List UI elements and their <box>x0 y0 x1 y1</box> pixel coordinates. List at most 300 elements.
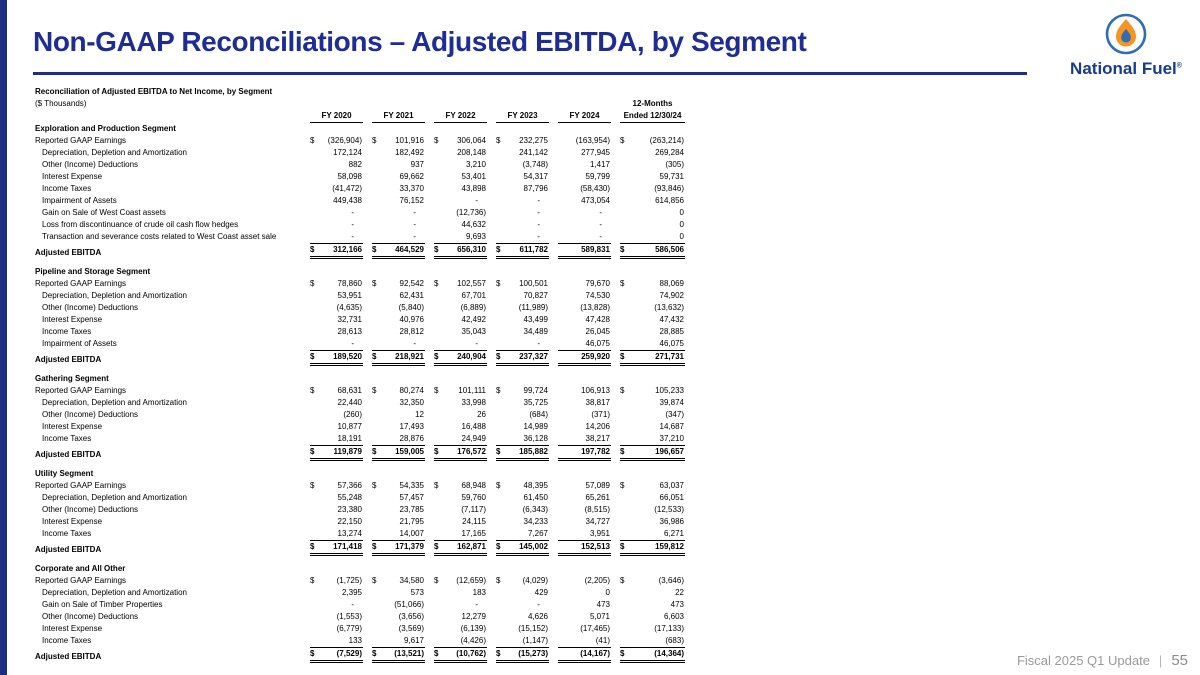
cell-value: 65,261 <box>585 493 610 502</box>
cell <box>434 445 487 461</box>
cell-value: 44,632 <box>461 220 486 229</box>
table-row <box>35 219 685 231</box>
cell <box>496 635 549 647</box>
value-cell <box>425 243 487 259</box>
cell <box>434 587 487 599</box>
row-label: Depreciation, Depletion and Amortization <box>42 493 187 502</box>
value-cell <box>301 516 363 528</box>
cell <box>558 647 611 663</box>
cell-value: 937 <box>410 160 424 169</box>
value-cell <box>363 302 425 314</box>
value-cell <box>301 397 363 409</box>
table-row <box>35 635 685 647</box>
table-row <box>35 171 685 183</box>
value-cell <box>487 350 549 366</box>
value-cell <box>363 480 425 492</box>
cell-value: 271,731 <box>655 352 684 361</box>
table-row <box>35 599 685 611</box>
cell-value: 611,782 <box>519 245 548 254</box>
table-row <box>35 480 685 492</box>
value-cell <box>611 302 685 314</box>
cell <box>558 421 611 433</box>
cell <box>620 433 685 445</box>
value-cell <box>549 135 611 147</box>
value-cell <box>425 492 487 504</box>
cell-value: 57,089 <box>585 481 610 490</box>
cell-value: 100,501 <box>519 279 548 288</box>
cell <box>434 611 487 623</box>
cell <box>310 409 363 421</box>
cell-value: 62,431 <box>399 291 424 300</box>
dollar-sign: $ <box>372 136 377 145</box>
cell-value: (2,205) <box>584 576 610 585</box>
row-label: Interest Expense <box>42 315 103 324</box>
cell-value: (3,748) <box>522 160 548 169</box>
cell <box>496 421 549 433</box>
section-title: Gathering Segment <box>35 374 109 383</box>
cell-value: 99,724 <box>523 386 548 395</box>
value-cell <box>363 433 425 445</box>
cell <box>310 397 363 409</box>
col-header-fy2020: FY 2020 <box>310 110 363 123</box>
cell <box>496 445 549 461</box>
value-cell <box>363 231 425 243</box>
table-row <box>35 516 685 528</box>
value-cell <box>301 207 363 219</box>
spacer-cell <box>35 556 685 563</box>
value-cell <box>549 326 611 338</box>
value-cell <box>425 635 487 647</box>
cell <box>372 540 425 556</box>
table-row <box>35 433 685 445</box>
value-cell <box>549 207 611 219</box>
cell <box>496 587 549 599</box>
cell <box>496 516 549 528</box>
row-label: Adjusted EBITDA <box>35 652 102 661</box>
value-cell <box>363 243 425 259</box>
cell-value: 119,879 <box>333 447 362 456</box>
value-cell <box>425 528 487 540</box>
cell <box>620 492 685 504</box>
cell <box>620 195 685 207</box>
value-cell <box>425 231 487 243</box>
row-label: Income Taxes <box>42 434 92 443</box>
value-cell <box>611 207 685 219</box>
table-row <box>35 623 685 635</box>
cell <box>310 338 363 350</box>
cell-value: 3,210 <box>465 160 486 169</box>
row-label: Income Taxes <box>42 327 92 336</box>
col-header-fy2022: FY 2022 <box>434 110 487 123</box>
cell <box>620 326 685 338</box>
dollar-sign: $ <box>620 352 625 361</box>
value-cell <box>611 385 685 397</box>
value-cell <box>549 611 611 623</box>
section-spacer <box>35 259 685 266</box>
cell <box>496 183 549 195</box>
cell <box>372 290 425 302</box>
row-label: Other (Income) Deductions <box>42 410 139 419</box>
row-label: Interest Expense <box>42 422 103 431</box>
cell-value: (1,725) <box>336 576 362 585</box>
cell <box>620 171 685 183</box>
value-cell <box>425 516 487 528</box>
cell-value: 172,124 <box>333 148 362 157</box>
value-cell <box>611 397 685 409</box>
cell-value: 3,951 <box>589 529 610 538</box>
cell <box>372 635 425 647</box>
dollar-sign: $ <box>620 649 625 658</box>
value-cell <box>487 195 549 207</box>
cell <box>310 243 363 259</box>
value-cell <box>363 492 425 504</box>
value-cell <box>301 587 363 599</box>
dollar-sign: $ <box>620 136 625 145</box>
cell <box>496 219 549 231</box>
value-cell <box>425 385 487 397</box>
value-cell <box>611 243 685 259</box>
left-edge-stripe <box>0 0 7 675</box>
table-row <box>35 421 685 433</box>
cell <box>434 647 487 663</box>
value-cell <box>611 278 685 290</box>
value-cell <box>425 290 487 302</box>
cell <box>558 599 611 611</box>
cell-value: 208,148 <box>457 148 486 157</box>
row-label: Reported GAAP Earnings <box>35 386 127 395</box>
cell-value: 17,165 <box>461 529 486 538</box>
cell-value: 46,075 <box>659 339 684 348</box>
cell <box>496 338 549 350</box>
cell <box>434 159 487 171</box>
row-label: Other (Income) Deductions <box>42 505 139 514</box>
cell <box>620 350 685 366</box>
cell <box>372 231 425 243</box>
cell-value: 0 <box>679 208 684 217</box>
value-cell <box>611 635 685 647</box>
dollar-sign: $ <box>434 649 439 658</box>
cell <box>434 528 487 540</box>
cell <box>434 350 487 366</box>
value-cell <box>301 147 363 159</box>
cell <box>310 540 363 556</box>
cell <box>310 623 363 635</box>
cell <box>434 599 487 611</box>
dollar-sign: $ <box>434 279 439 288</box>
cell <box>496 147 549 159</box>
cell <box>310 171 363 183</box>
cell-value: 12,279 <box>461 612 486 621</box>
value-cell <box>549 147 611 159</box>
total-row <box>35 350 685 366</box>
cell <box>496 540 549 556</box>
cell-value: 306,064 <box>457 136 486 145</box>
value-cell <box>301 302 363 314</box>
table-row <box>35 409 685 421</box>
cell <box>620 135 685 147</box>
value-cell <box>549 278 611 290</box>
cell-value: - <box>599 208 602 217</box>
value-cell <box>549 575 611 587</box>
value-cell <box>549 409 611 421</box>
cell <box>620 445 685 461</box>
cell <box>558 326 611 338</box>
flame-drop-icon <box>1104 12 1148 56</box>
cell <box>496 302 549 314</box>
value-cell <box>549 159 611 171</box>
value-cell <box>363 623 425 635</box>
dollar-sign: $ <box>496 136 501 145</box>
cell <box>558 183 611 195</box>
dollar-sign: $ <box>434 386 439 395</box>
value-cell <box>549 480 611 492</box>
row-label: Reported GAAP Earnings <box>35 576 127 585</box>
value-cell <box>549 599 611 611</box>
cell <box>310 195 363 207</box>
cell <box>620 575 685 587</box>
value-cell <box>549 504 611 516</box>
value-cell <box>363 219 425 231</box>
table-title: Reconciliation of Adjusted EBITDA to Net Income, by Segment <box>35 87 273 96</box>
cell-value: (3,656) <box>398 612 424 621</box>
cell-value: 312,166 <box>333 245 362 254</box>
cell <box>310 575 363 587</box>
value-cell <box>549 623 611 635</box>
cell-value: (13,828) <box>580 303 610 312</box>
value-cell <box>611 135 685 147</box>
table-row <box>35 314 685 326</box>
value-cell <box>425 207 487 219</box>
cell <box>558 397 611 409</box>
cell-value: - <box>351 208 354 217</box>
cell <box>620 278 685 290</box>
cell-value: (41) <box>595 636 610 645</box>
value-cell <box>363 516 425 528</box>
dollar-sign: $ <box>372 352 377 361</box>
value-cell <box>611 219 685 231</box>
cell-value: 38,217 <box>585 434 610 443</box>
value-cell <box>301 135 363 147</box>
cell-value: (12,659) <box>456 576 486 585</box>
dollar-sign: $ <box>372 447 377 456</box>
cell-value: (10,762) <box>456 649 486 658</box>
value-cell <box>301 171 363 183</box>
col-header-12months: Ended 12/30/24 <box>620 110 685 123</box>
dollar-sign: $ <box>496 245 501 254</box>
spacer-cell <box>35 461 685 468</box>
value-cell <box>611 350 685 366</box>
table-row <box>35 231 685 243</box>
dollar-sign: $ <box>310 576 315 585</box>
cell-value: 152,513 <box>581 542 610 551</box>
cell-value: - <box>413 220 416 229</box>
dollar-sign: $ <box>310 279 315 288</box>
cell <box>372 302 425 314</box>
cell-value: 259,920 <box>581 352 610 361</box>
value-cell <box>425 397 487 409</box>
cell-value: 23,785 <box>399 505 424 514</box>
row-label: Gain on Sale of Timber Properties <box>42 600 163 609</box>
section-spacer <box>35 556 685 563</box>
value-cell <box>301 504 363 516</box>
cell <box>434 195 487 207</box>
cell-value: 0 <box>605 588 610 597</box>
cell-value: (7,529) <box>336 649 362 658</box>
value-cell <box>363 635 425 647</box>
section-title: Utility Segment <box>35 469 94 478</box>
cell <box>620 504 685 516</box>
value-cell <box>487 516 549 528</box>
value-cell <box>611 433 685 445</box>
value-cell <box>549 219 611 231</box>
cell <box>558 195 611 207</box>
row-label: Depreciation, Depletion and Amortization <box>42 588 187 597</box>
cell-value: 14,687 <box>659 422 684 431</box>
cell <box>434 314 487 326</box>
value-cell <box>301 635 363 647</box>
section-title-row <box>35 373 685 385</box>
row-label: Reported GAAP Earnings <box>35 136 127 145</box>
cell <box>434 575 487 587</box>
cell-value: 14,206 <box>585 422 610 431</box>
cell-value: 9,617 <box>403 636 424 645</box>
cell <box>372 147 425 159</box>
cell <box>620 599 685 611</box>
cell-value: 102,557 <box>457 279 486 288</box>
value-cell <box>611 480 685 492</box>
cell <box>372 623 425 635</box>
cell <box>434 290 487 302</box>
value-cell <box>487 338 549 350</box>
cell <box>558 433 611 445</box>
cell <box>558 385 611 397</box>
cell-value: (7,117) <box>461 505 486 514</box>
cell <box>558 207 611 219</box>
cell-value: 21,795 <box>399 517 424 526</box>
cell-value: 68,948 <box>461 481 486 490</box>
dollar-sign: $ <box>620 481 625 490</box>
value-cell <box>487 409 549 421</box>
dollar-sign: $ <box>372 649 377 658</box>
cell <box>620 302 685 314</box>
cell-value: (6,139) <box>460 624 486 633</box>
cell <box>496 278 549 290</box>
cell <box>310 504 363 516</box>
value-cell <box>487 540 549 556</box>
cell-value: - <box>537 208 540 217</box>
table-row <box>35 611 685 623</box>
row-label: Income Taxes <box>42 529 92 538</box>
cell-value: 171,379 <box>395 542 424 551</box>
value-cell <box>363 171 425 183</box>
value-cell <box>363 338 425 350</box>
cell <box>558 219 611 231</box>
cell <box>310 302 363 314</box>
cell-value: (4,029) <box>522 576 548 585</box>
cell-value: 159,005 <box>395 447 424 456</box>
cell-value: 449,438 <box>333 196 362 205</box>
cell <box>620 611 685 623</box>
cell-value: (51,066) <box>394 600 424 609</box>
cell <box>372 135 425 147</box>
cell <box>434 219 487 231</box>
value-cell <box>611 504 685 516</box>
cell <box>496 623 549 635</box>
value-cell <box>487 159 549 171</box>
cell-value: - <box>537 600 540 609</box>
cell-value: 13,274 <box>337 529 362 538</box>
cell-value: 28,876 <box>399 434 424 443</box>
cell <box>434 135 487 147</box>
cell <box>558 409 611 421</box>
cell <box>620 480 685 492</box>
cell-value: 26,045 <box>585 327 610 336</box>
cell-value: 176,572 <box>457 447 486 456</box>
cell <box>558 540 611 556</box>
cell-value: 35,043 <box>461 327 486 336</box>
value-cell <box>549 385 611 397</box>
cell-value: 473,054 <box>581 196 610 205</box>
cell-value: (15,273) <box>518 649 548 658</box>
dollar-sign: $ <box>620 279 625 288</box>
value-cell <box>611 492 685 504</box>
value-cell <box>549 540 611 556</box>
cell-value: 10,877 <box>337 422 362 431</box>
value-cell <box>301 326 363 338</box>
cell-value: (8,515) <box>584 505 610 514</box>
cell-value: 88,069 <box>659 279 684 288</box>
cell-value: 1,417 <box>589 160 610 169</box>
cell-value: 2,395 <box>341 588 362 597</box>
cell <box>620 290 685 302</box>
value-cell <box>549 445 611 461</box>
value-cell <box>611 195 685 207</box>
value-cell <box>425 480 487 492</box>
value-cell <box>363 147 425 159</box>
value-cell <box>425 326 487 338</box>
cell-value: 92,542 <box>399 279 424 288</box>
cell-value: 46,075 <box>585 339 610 348</box>
dollar-sign: $ <box>620 447 625 456</box>
cell-value: (13,632) <box>654 303 684 312</box>
value-cell <box>611 421 685 433</box>
cell-value: 32,731 <box>337 315 362 324</box>
spacer-cell <box>35 366 685 373</box>
cell <box>310 635 363 647</box>
cell-value: (263,214) <box>649 136 684 145</box>
total-row <box>35 243 685 259</box>
cell-value: 145,002 <box>519 542 548 551</box>
cell-value: 74,530 <box>585 291 610 300</box>
cell-value: 573 <box>410 588 424 597</box>
cell-value: 47,432 <box>659 315 684 324</box>
cell <box>620 516 685 528</box>
cell-value: 14,007 <box>399 529 424 538</box>
cell-value: - <box>475 339 478 348</box>
cell <box>496 171 549 183</box>
value-cell <box>549 302 611 314</box>
cell <box>620 183 685 195</box>
cell-value: 183 <box>472 588 486 597</box>
table-heading-row-2 <box>35 98 685 110</box>
cell <box>372 385 425 397</box>
cell-value: 656,310 <box>457 245 486 254</box>
value-cell <box>301 492 363 504</box>
section-spacer <box>35 366 685 373</box>
footer-divider: | <box>1158 653 1163 668</box>
table-row <box>35 278 685 290</box>
cell-value: - <box>537 196 540 205</box>
